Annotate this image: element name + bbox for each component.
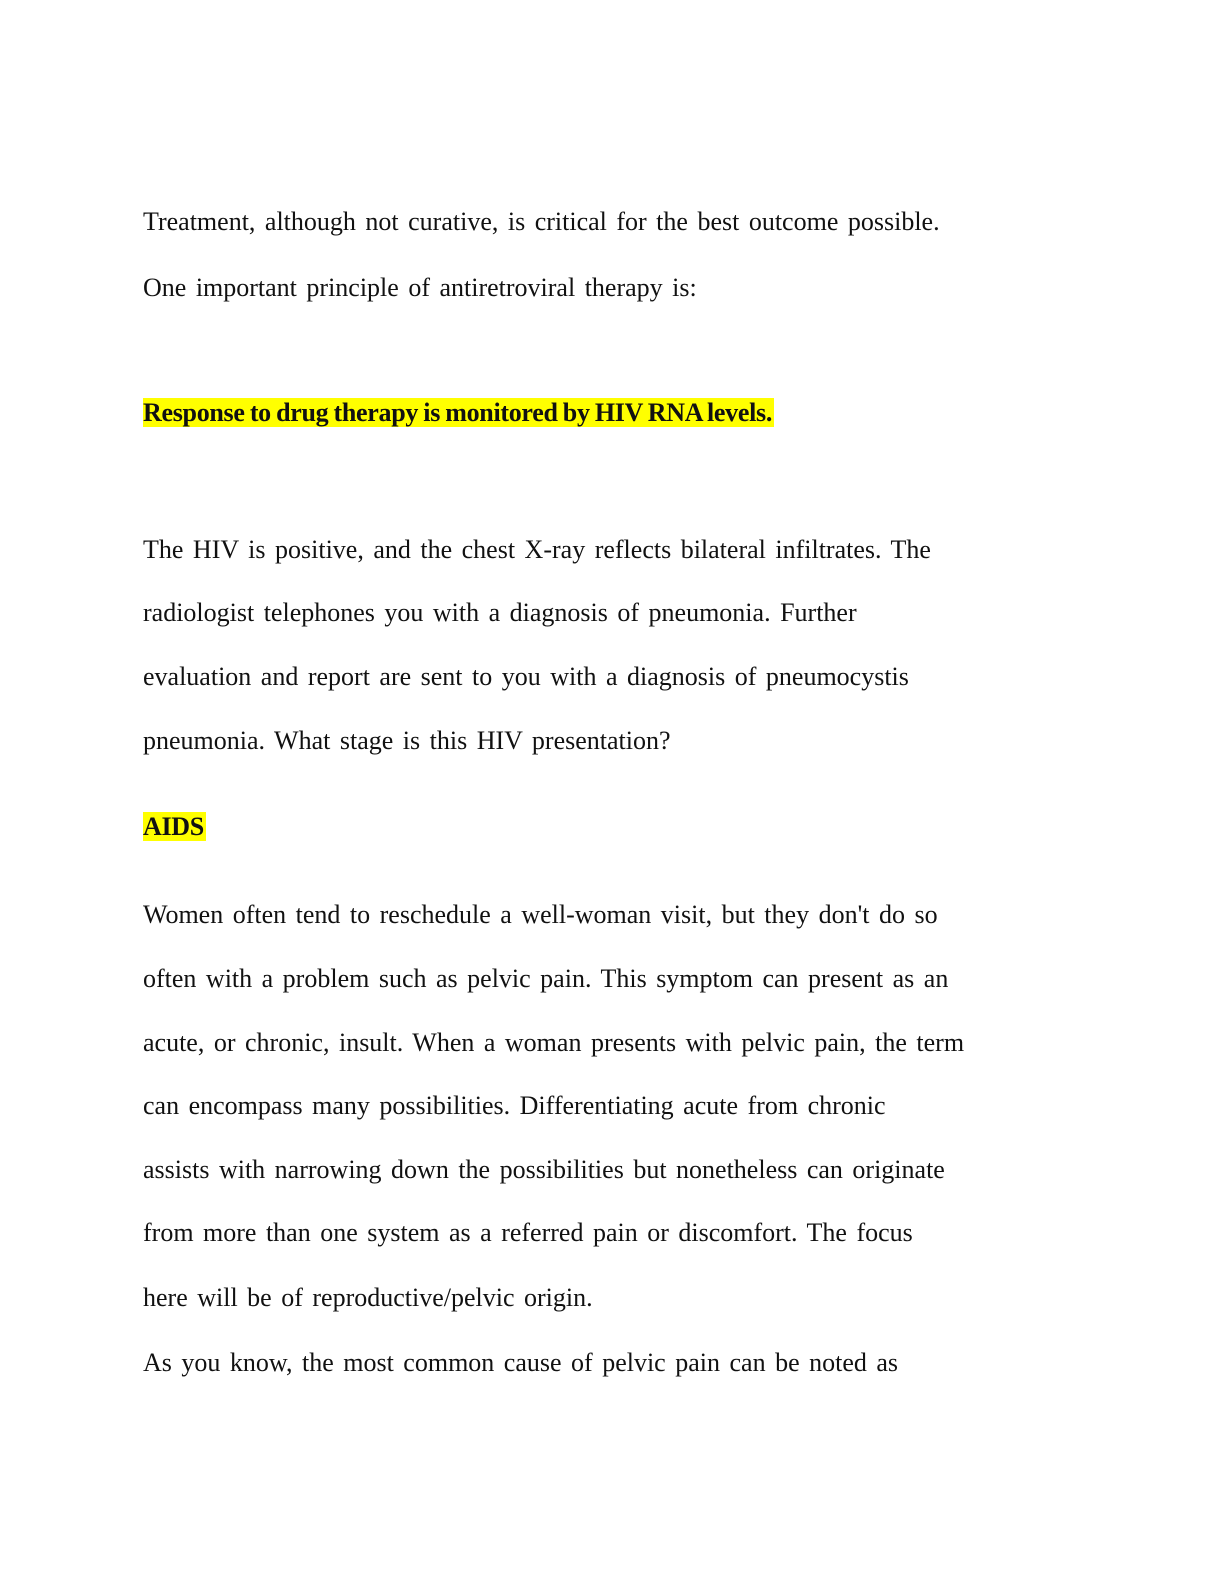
paragraph-pelvic-line-4: can encompass many possibilities. Differentiating acute from chronic bbox=[143, 1091, 886, 1120]
paragraph-hiv-line-2: radiologist telephones you with a diagnosis of pneumonia. Further bbox=[143, 598, 857, 627]
paragraph-treatment-line-1: Treatment, although not curative, is critical for the best outcome possible. bbox=[143, 207, 940, 236]
answer-highlight-hiv-rna bbox=[143, 397, 774, 429]
highlighted-answer-text: AIDS bbox=[143, 812, 204, 841]
paragraph-common-cause-line-1: As you know, the most common cause of pelvic pain can be noted as bbox=[143, 1348, 899, 1377]
paragraph-treatment-line-2: One important principle of antiretroviral therapy is: bbox=[143, 273, 697, 302]
answer-highlight-aids bbox=[143, 811, 206, 843]
paragraph-hiv-line-4: pneumonia. What stage is this HIV presentation? bbox=[143, 726, 671, 755]
paragraph-pelvic-line-7: here will be of reproductive/pelvic origin. bbox=[143, 1283, 593, 1312]
paragraph-hiv-line-3: evaluation and report are sent to you with a diagnosis of pneumocystis bbox=[143, 662, 909, 691]
paragraph-pelvic-line-6: from more than one system as a referred pain or discomfort. The focus bbox=[143, 1218, 913, 1247]
paragraph-pelvic-line-2: often with a problem such as pelvic pain. This symptom can present as an bbox=[143, 964, 949, 993]
paragraph-pelvic-line-3: acute, or chronic, insult. When a woman presents with pelvic pain, the term bbox=[143, 1028, 965, 1057]
paragraph-pelvic-line-5: assists with narrowing down the possibilities but nonetheless can originate bbox=[143, 1155, 945, 1184]
paragraph-hiv-line-1: The HIV is positive, and the chest X-ray reflects bilateral infiltrates. The bbox=[143, 535, 931, 564]
highlighted-answer-text: Response to drug therapy is monitored by HIV RNA levels. bbox=[143, 398, 773, 427]
paragraph-pelvic-line-1: Women often tend to reschedule a well-woman visit, but they don't do so bbox=[143, 900, 938, 929]
